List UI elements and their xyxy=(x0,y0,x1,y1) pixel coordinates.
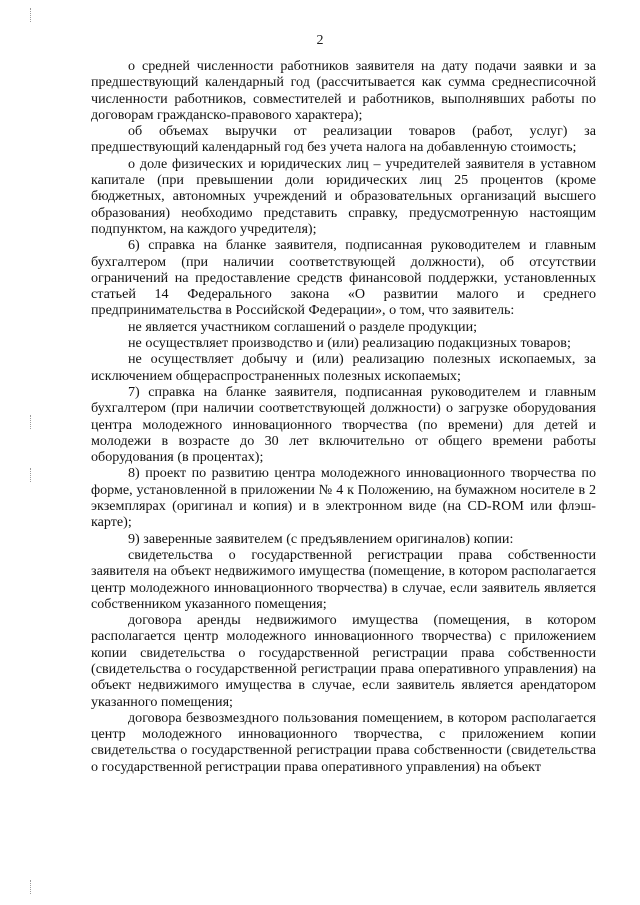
paragraph: договора аренды недвижимого имущества (помещения, в котором располагается центр молодежного инновационного творчества) с приложением копии свидетельства о государственной регистрации права собственности (свидетельства о государственной регистрации права оперативного управления) на объект недвижимого имущества в случае, если заявитель является арендатором указанного помещения; xyxy=(91,612,596,710)
page-number: 2 xyxy=(316,33,324,48)
paragraph: свидетельства о государственной регистрации права собственности заявителя на объект недвижимого имущества (помещение, в котором располагается центр молодежного инновационного творчества) в случае, если заявитель является собственником указанного помещения; xyxy=(91,546,596,612)
paragraph: не осуществляет производство и (или) реализацию подакцизных товаров; xyxy=(128,335,571,352)
binding-marks xyxy=(30,0,34,905)
paragraph: об объемах выручки от реализации товаров (работ, услуг) за предшествующий календарный год без учета налога на добавленную стоимость; xyxy=(91,123,596,156)
paragraph: о средней численности работников заявителя на дату подачи заявки и за предшествующий календарный год (рассчитывается как сумма среднесписочной численности работников, совместителей и работников, выполнявших работы по договорам гражданско-правового характера); xyxy=(91,58,596,123)
paragraph: 8) проект по развитию центра молодежного инновационного творчества по форме, установленной в приложении № 4 к Положению, на бумажном носителе в 2 экземплярах (оригинал и копия) и в электронном виде (на CD-ROM или флэш-карте); xyxy=(91,465,596,531)
paragraph: договора безвозмездного пользования помещением, в котором располагается центр молодежного инновационного творчества, с приложением копии свидетельства о государственной регистрации права собственности (свидетельства о государственной регистрации права оперативного управления) на объект xyxy=(91,709,596,775)
document-body xyxy=(91,58,596,775)
paragraph: 9) заверенные заявителем (с предъявлением оригиналов) копии: xyxy=(128,530,514,547)
paragraph: не является участником соглашений о разделе продукции; xyxy=(128,318,478,335)
paragraph: 7) справка на бланке заявителя, подписанная руководителем и главным бухгалтером (при наличии соответствующей должности) о загрузке оборудования центра молодежного инновационного творчества (по времени) для детей и молодежи в возрасте до 30 лет включительно от общего времени работы оборудования (в процентах); xyxy=(91,383,596,466)
paragraph: 6) справка на бланке заявителя, подписанная руководителем и главным бухгалтером (при наличии соответствующей должности), об отсутствии ограничений на предоставление средств финансовой поддержки, установленных статьей 14 Федерального закона «О развитии малого и среднего предпринимательства в Российской Федерации», о том, что заявитель: xyxy=(91,237,596,319)
paragraph: о доле физических и юридических лиц – учредителей заявителя в уставном капитале (при превышении доли юридических лиц 25 процентов (кроме бюджетных, автономных учреждений и образовательных организаций высшего образования) необходимо представить справку, предусмотренную настоящим подпунктом, на каждого учредителя); xyxy=(91,155,596,237)
paragraph: не осуществляет добычу и (или) реализацию полезных ископаемых, за исключением общераспространенных полезных ископаемых; xyxy=(91,351,596,384)
